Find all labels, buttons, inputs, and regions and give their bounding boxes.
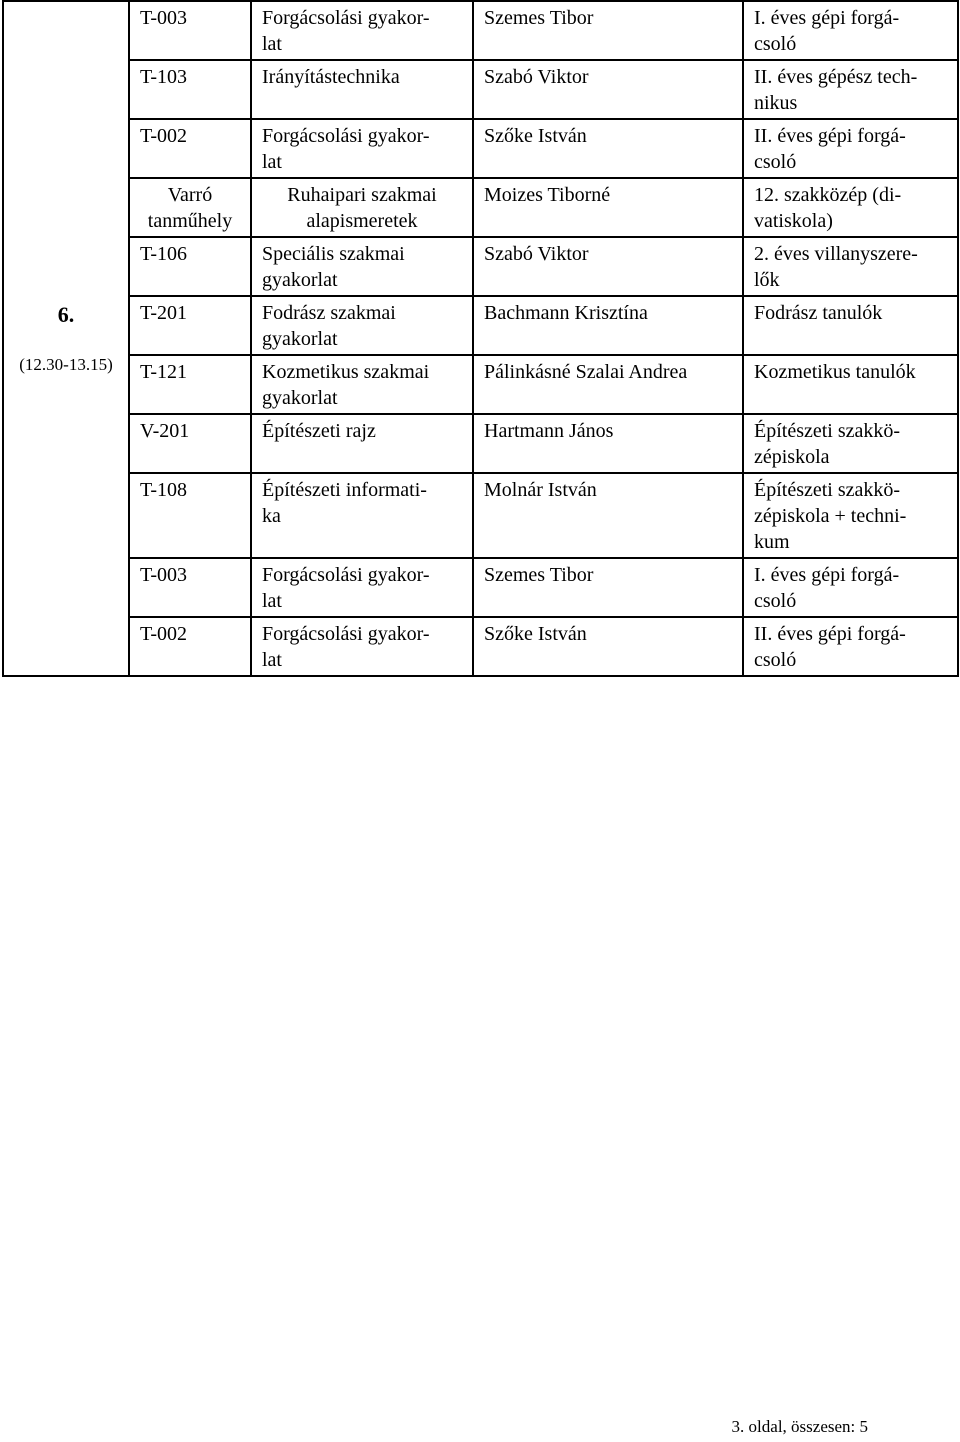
table-row: [3, 178, 958, 237]
subject-cell: Speciális szakmai gyakorlat: [251, 237, 473, 296]
teacher-cell: Szemes Tibor: [473, 558, 743, 617]
group-cell: II. éves gépi forgá- csoló: [743, 119, 958, 178]
teacher-cell: Szemes Tibor: [473, 1, 743, 60]
table-row: [3, 237, 958, 296]
table-row: [3, 60, 958, 119]
subject-cell: Forgácsolási gyakor- lat: [251, 617, 473, 676]
teacher-cell: Hartmann János: [473, 414, 743, 473]
table-row: [3, 617, 958, 676]
room-cell: Varró tanműhely: [129, 178, 251, 237]
period-cell: [3, 1, 129, 676]
teacher-cell: Moizes Tiborné: [473, 178, 743, 237]
group-cell: Kozmetikus tanulók: [743, 355, 958, 414]
room-cell: T-003: [129, 1, 251, 60]
room-cell: T-201: [129, 296, 251, 355]
teacher-cell: Bachmann Krisztína: [473, 296, 743, 355]
period-number: 6.: [57, 301, 75, 327]
page-footer: 3. oldal, összesen: 5: [731, 1417, 868, 1436]
room-cell: T-121: [129, 355, 251, 414]
room-cell: T-108: [129, 473, 251, 558]
subject-cell: Forgácsolási gyakor- lat: [251, 558, 473, 617]
room-cell: T-103: [129, 60, 251, 119]
subject-cell: Fodrász szakmai gyakorlat: [251, 296, 473, 355]
subject-cell: Forgácsolási gyakor- lat: [251, 119, 473, 178]
timetable: [2, 0, 959, 677]
group-cell: 2. éves villanyszere- lők: [743, 237, 958, 296]
teacher-cell: Szabó Viktor: [473, 60, 743, 119]
teacher-cell: Pálinkásné Szalai Andrea: [473, 355, 743, 414]
room-cell: T-002: [129, 617, 251, 676]
table-row: [3, 355, 958, 414]
table-row: [3, 1, 958, 60]
group-cell: Építészeti szakkö- zépiskola + techni- kum: [743, 473, 958, 558]
group-cell: II. éves gépi forgá- csoló: [743, 617, 958, 676]
subject-cell: Építészeti rajz: [251, 414, 473, 473]
room-cell: T-002: [129, 119, 251, 178]
table-row: [3, 414, 958, 473]
group-cell: I. éves gépi forgá- csoló: [743, 558, 958, 617]
subject-cell: Kozmetikus szakmai gyakorlat: [251, 355, 473, 414]
subject-cell: Irányítástechnika: [251, 60, 473, 119]
table-row: [3, 473, 958, 558]
table-row: [3, 119, 958, 178]
subject-cell: Forgácsolási gyakor- lat: [251, 1, 473, 60]
room-cell: T-003: [129, 558, 251, 617]
group-cell: Fodrász tanulók: [743, 296, 958, 355]
group-cell: I. éves gépi forgá- csoló: [743, 1, 958, 60]
teacher-cell: Szőke István: [473, 617, 743, 676]
table-row: [3, 296, 958, 355]
group-cell: Építészeti szakkö- zépiskola: [743, 414, 958, 473]
table-row: [3, 558, 958, 617]
room-cell: V-201: [129, 414, 251, 473]
period-time: (12.30-13.15): [19, 354, 113, 374]
subject-cell: Ruhaipari szakmai alapismeretek: [251, 178, 473, 237]
room-cell: T-106: [129, 237, 251, 296]
teacher-cell: Szőke István: [473, 119, 743, 178]
subject-cell: Építészeti informati- ka: [251, 473, 473, 558]
teacher-cell: Szabó Viktor: [473, 237, 743, 296]
teacher-cell: Molnár István: [473, 473, 743, 558]
group-cell: II. éves gépész tech- nikus: [743, 60, 958, 119]
group-cell: 12. szakközép (di- vatiskola): [743, 178, 958, 237]
